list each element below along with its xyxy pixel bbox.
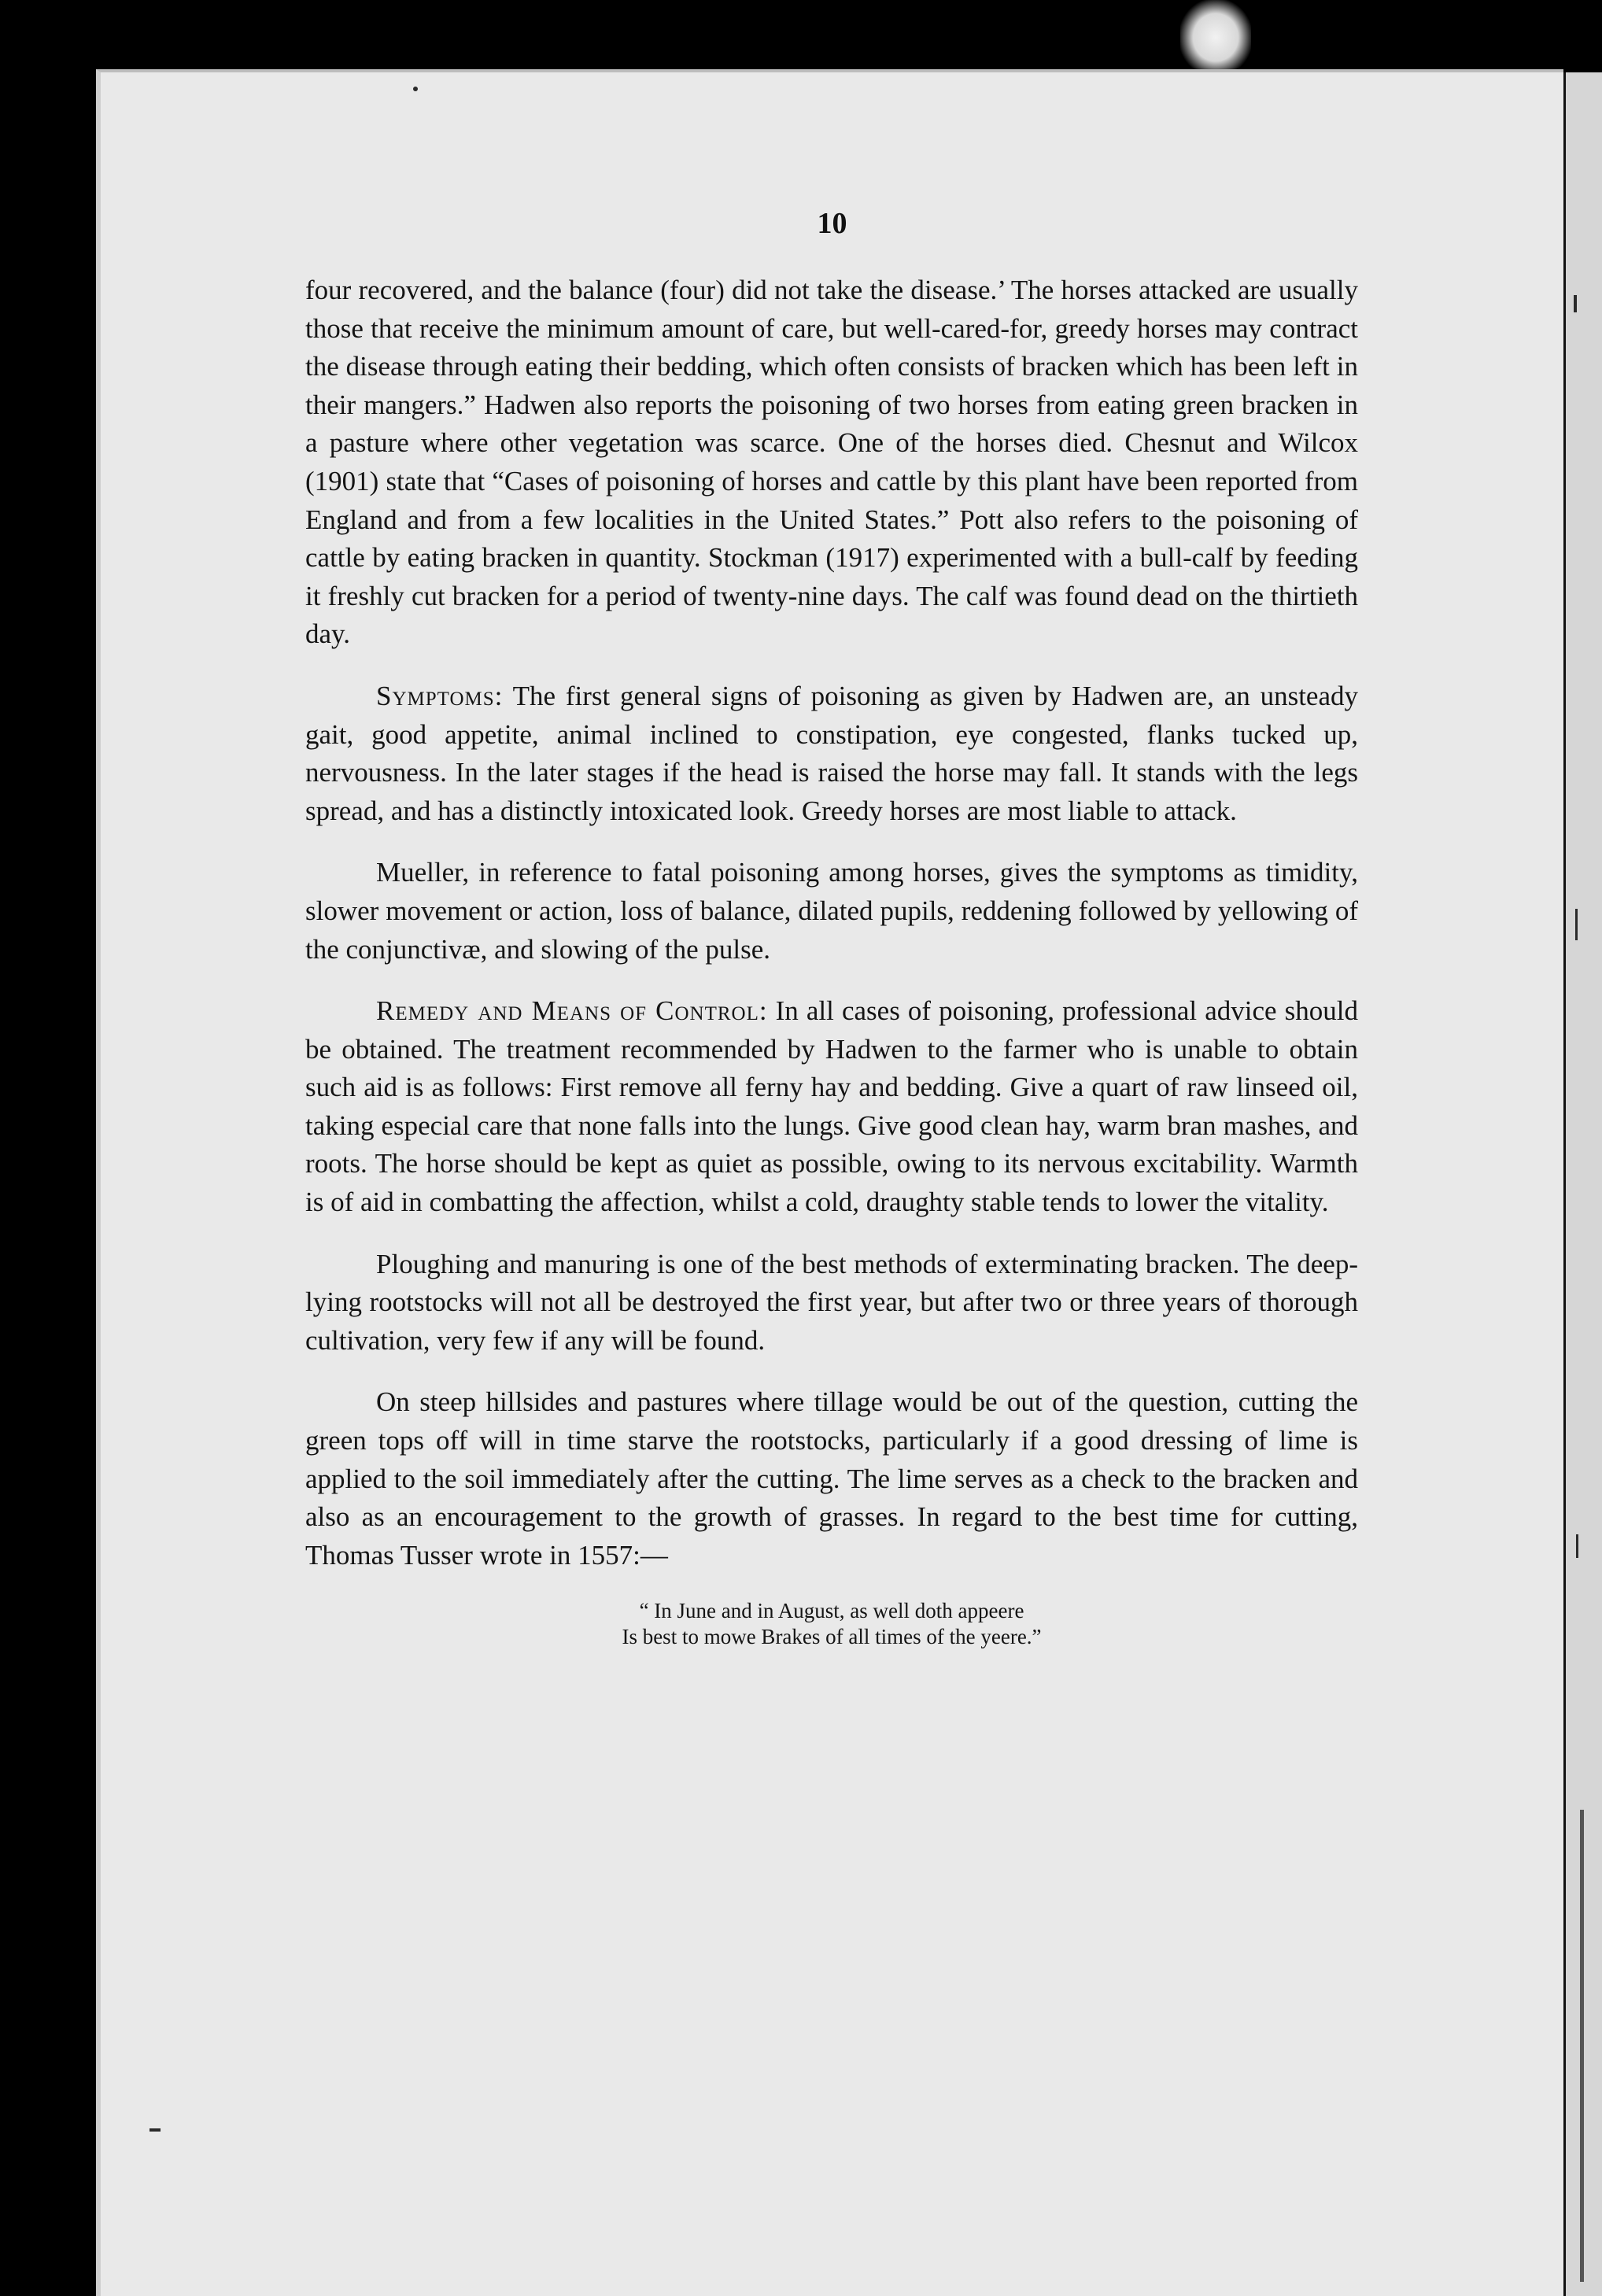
quote-line: “ In June and in August, as well doth appeere: [639, 1599, 1024, 1623]
scan-mark: [1574, 295, 1577, 312]
paragraph-symptoms: [305, 677, 1358, 830]
paragraph-text: four recovered, and the balance (four) did not take the disease.’ The horses attacked are usually those that receive the minimum amount of care, but well-cared-for, greedy horses may contract the disease through eating their bedding, which often consists of bracken which has been left in their mangers.” Hadwen also reports the poisoning of two horses from eating green bracken in a pasture where other vegetation was scarce. One of the horses died. Chesnut and Wilcox (1901) state that “Cases of poisoning of horses and cattle by this plant have been reported from England and from a few localities in the United States.” Pott also refers to the poisoning of cattle by eating bracken in quantity. Stockman (1917) experimented with a bull-calf by feeding it freshly cut bracken for a period of twenty-nine days. The calf was found dead on the thirtieth day.: [305, 275, 1358, 650]
section-heading: Symptoms:: [376, 680, 504, 711]
paragraph-text: On steep hillsides and pastures where tillage would be out of the question, cutting the green tops off will in time starve the rootstocks, particularly if a good dressing of lime is applied to the soil immediately after the cutting. The lime serves as a check to the bracken and also as an encouragement to the growth of grasses. In regard to the best time for cutting, Thomas Tusser wrote in 1557:—: [305, 1386, 1358, 1571]
section-heading: Remedy and Means of Control:: [376, 995, 768, 1027]
body-text: [305, 271, 1358, 1650]
scan-mark: [149, 2128, 161, 2132]
paragraph-remedy: [305, 992, 1358, 1222]
next-page-edge: [1566, 72, 1602, 2296]
scan-mark: [1576, 1534, 1578, 1558]
quotation: [305, 1598, 1358, 1650]
paragraph-text: Mueller, in reference to fatal poisoning among horses, gives the symptoms as timidity, slower movement or action, loss of balance, dilated pupils, reddening followed by yellowing of the conjunctivæ, and slowing of the pulse.: [305, 857, 1358, 965]
paragraph: [305, 854, 1358, 969]
paragraph: [305, 271, 1358, 654]
paragraph-text: Ploughing and manuring is one of the best methods of exterminating bracken. The deep-lying rootstocks will not all be destroyed the first year, but after two or three years of thorough cultivation, very few if any will be found.: [305, 1248, 1358, 1356]
paragraph-text: The first general signs of poisoning as given by Hadwen are, an unsteady gait, good appetite, animal inclined to constipation, eye congested, flanks tucked up, nervousness. In the later stages if the head is raised the horse may fall. It stands with the legs spread, and has a distinctly intoxicated look. Greedy horses are most liable to attack.: [305, 680, 1358, 826]
scan-mark: [413, 87, 418, 91]
scan-mark: [1580, 1810, 1584, 2282]
page-number: 10: [817, 207, 847, 240]
paragraph: [305, 1383, 1358, 1574]
paragraph-text: In all cases of poisoning, professional advice should be obtained. The treatment recommended by Hadwen to the farmer who is unable to obtain such aid is as follows: First remove all ferny hay and bedding. Give a quart of raw linseed oil, taking especial care that none falls into the lungs. Give good clean hay, warm bran mashes, and roots. The horse should be kept as quiet as possible, owing to its nervous excitability. Warmth is of aid in combatting the affection, whilst a cold, draughty stable tends to lower the vitality.: [305, 995, 1358, 1218]
scan-smudge: [1180, 0, 1251, 75]
paragraph: [305, 1246, 1358, 1360]
scan-mark: [1575, 909, 1578, 940]
quote-line: Is best to mowe Brakes of all times of the yeere.”: [622, 1625, 1042, 1649]
